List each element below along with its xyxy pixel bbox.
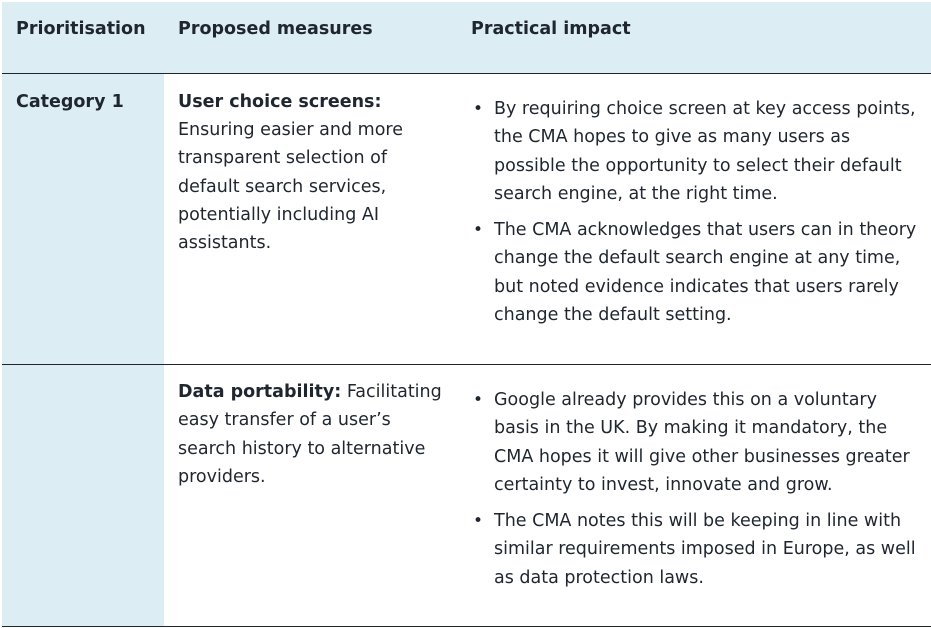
table-header [2, 2, 931, 74]
row-2-measure-title: Data portability: [178, 382, 342, 402]
list-item: • The CMA notes this will be keeping in line with similar requirements imposed in Europe, as well as data protection laws. [472, 507, 927, 592]
list-item: • By requiring choice screen at key access points, the CMA hopes to give as many users as possible the opportunity to select their default search engine, at the right time. [472, 95, 927, 208]
list-item: • The CMA acknowledges that users can in theory change the default search engine at any time, but noted evidence indicates that users rarely change the default setting. [472, 216, 927, 329]
row-1-category-cell [2, 74, 164, 364]
row-1-impact-list [472, 95, 927, 337]
row-1-measure-desc: Ensuring easier and more transparent selection of default search services, potentially including AI assistants. [178, 120, 403, 254]
measures-table [2, 2, 931, 628]
table-bottom-border [2, 626, 931, 627]
row-2-category-cell [2, 365, 164, 627]
row-1-category: Category 1 [16, 92, 124, 112]
row-2-measure [178, 378, 448, 491]
list-item: • Google already provides this on a voluntary basis in the UK. By making it mandatory, the CMA hopes it will give other businesses greater certainty to invest, innovate and grow. [472, 386, 927, 499]
row-1-measure-title: User choice screens: [178, 92, 382, 112]
row-2-impact-list [472, 386, 927, 600]
header-prioritisation: Prioritisation [16, 19, 146, 39]
header-proposed-measures: Proposed measures [178, 19, 373, 39]
row-2-measure-desc: Facilitating easy transfer of a user’s search history to alternative providers. [178, 382, 442, 487]
header-practical-impact: Practical impact [471, 19, 631, 39]
